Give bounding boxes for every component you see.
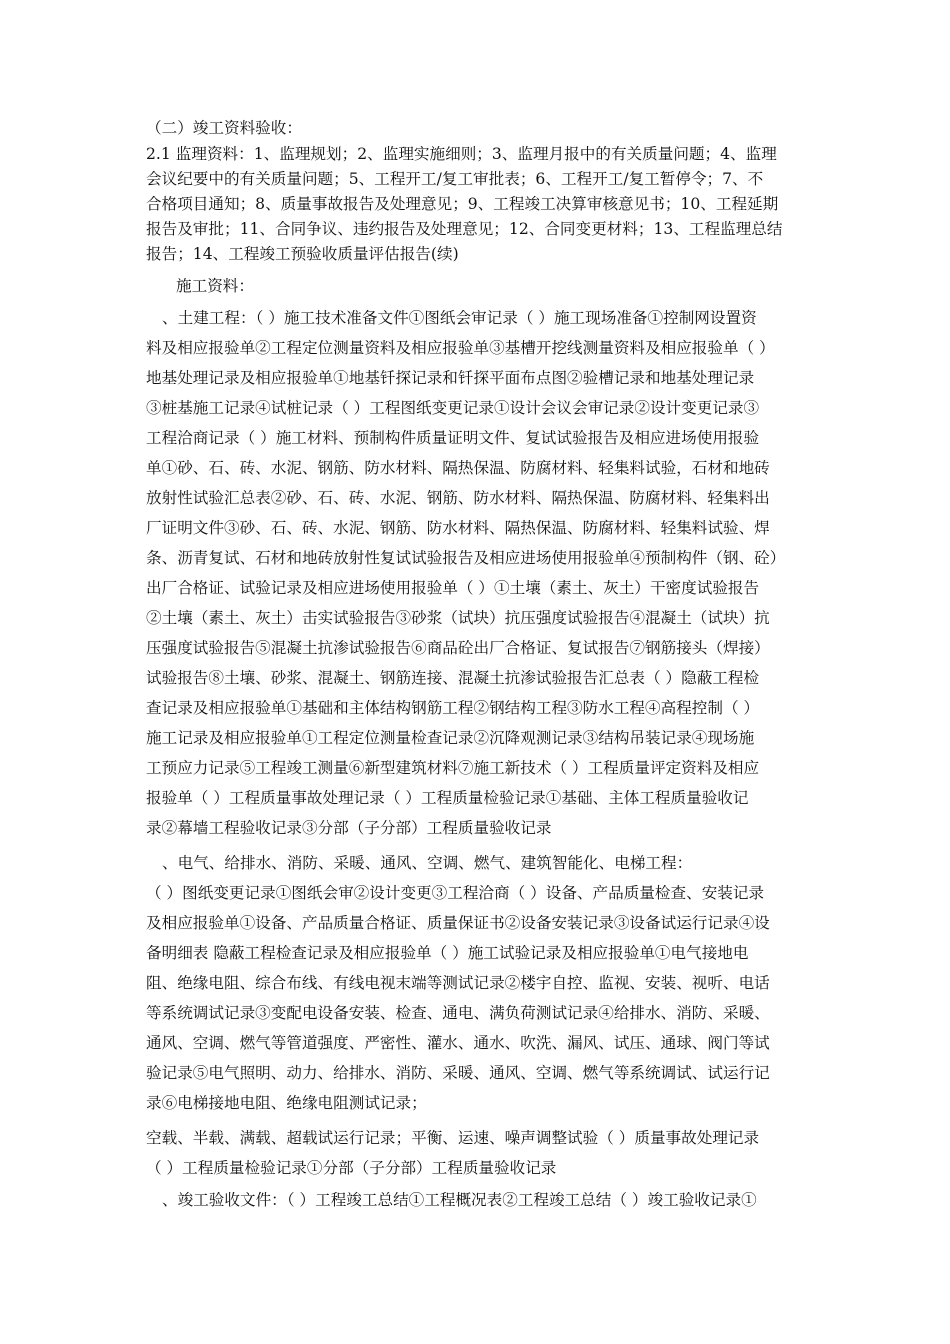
civil-line: 工预应力记录⑤工程竣工测量⑥新型建筑材料⑦施工新技术（ ）工程质量评定资料及相应 xyxy=(146,759,760,777)
electrical-line: （ ）工程质量检验记录①分部（子分部）工程质量验收记录 xyxy=(146,1159,557,1177)
civil-line: ③桩基施工记录④试桩记录（ ）工程图纸变更记录①设计会议会审记录②设计变更记录③ xyxy=(146,399,760,417)
supervision-line: 2.1 监理资料：1、监理规划；2、监理实施细则；3、监理月报中的有关质量问题；4、监理 xyxy=(146,145,777,163)
electrical-line: 验记录⑤电气照明、动力、给排水、消防、采暖、通风、空调、燃气等系统调试、试运行记 xyxy=(146,1064,770,1082)
civil-line: 工程洽商记录（ ）施工材料、预制构件质量证明文件、复试试验报告及相应进场使用报验 xyxy=(146,429,760,447)
electrical-line: （ ）图纸变更记录①图纸会审②设计变更③工程洽商（ ）设备、产品质量检查、安装记录 xyxy=(146,884,765,902)
civil-line: 试验报告⑧土壤、砂浆、混凝土、钢筋连接、混凝土抗渗试验报告汇总表（ ）隐蔽工程检 xyxy=(146,669,760,687)
civil-line: ②土壤（素土、灰土）击实试验报告③砂浆（试块）抗压强度试验报告④混凝土（试块）抗 xyxy=(146,609,770,627)
civil-line: 出厂合格证、试验记录及相应进场使用报验单（ ）①土壤（素土、灰土）干密度试验报告 xyxy=(146,579,760,597)
civil-line: 报验单（ ）工程质量事故处理记录（ ）工程质量检验记录①基础、主体工程质量验收记 xyxy=(146,789,749,807)
civil-line: 放射性试验汇总表②砂、石、砖、水泥、钢筋、防水材料、隔热保温、防腐材料、轻集料出 xyxy=(146,489,770,507)
supervision-line: 合格项目通知；8、质量事故报告及处理意见；9、工程竣工决算审核意见书；10、工程延期 xyxy=(146,195,779,213)
civil-line: 查记录及相应报验单①基础和主体结构钢筋工程②钢结构工程③防水工程④高程控制（ ） xyxy=(146,699,760,717)
section-heading: （二）竣工资料验收： xyxy=(146,119,302,137)
electrical-line: 及相应报验单①设备、产品质量合格证、质量保证书②设备安装记录③设备试运行记录④设 xyxy=(146,914,770,932)
civil-line: 地基处理记录及相应报验单①地基钎探记录和钎探平面布点图②验槽记录和地基处理记录 xyxy=(146,369,755,387)
civil-line: 施工记录及相应报验单①工程定位测量检查记录②沉降观测记录③结构吊装记录④现场施 xyxy=(146,729,755,747)
supervision-line: 报告及审批；11、合同争议、违约报告及处理意见；12、合同变更材料；13、工程监理总结 xyxy=(146,220,783,238)
supervision-line: 报告；14、工程竣工预验收质量评估报告(续) xyxy=(146,245,459,263)
civil-line: 单①砂、石、砖、水泥、钢筋、防水材料、隔热保温、防腐材料、轻集料试验，石材和地砖 xyxy=(146,459,770,477)
completion-line: 、竣工验收文件：（ ）工程竣工总结①工程概况表②工程竣工总结（ ）竣工验收记录① xyxy=(162,1191,757,1209)
civil-line: 、土建工程：（ ）施工技术准备文件①图纸会审记录（ ）施工现场准备①控制网设置资 xyxy=(162,309,757,327)
electrical-line: 录⑥电梯接地电阻、绝缘电阻测试记录； xyxy=(146,1094,427,1112)
electrical-line: 通风、空调、燃气等管道强度、严密性、灌水、通水、吹洗、漏风、试压、通球、阀门等试 xyxy=(146,1034,770,1052)
electrical-line: 阻、绝缘电阻、综合布线、有线电视末端等测试记录②楼宇自控、监视、安装、视听、电话 xyxy=(146,974,770,992)
civil-line: 压强度试验报告⑤混凝土抗渗试验报告⑥商品砼出厂合格证、复试报告⑦钢筋接头（焊接） xyxy=(146,639,770,657)
civil-line: 录②幕墙工程验收记录③分部（子分部）工程质量验收记录 xyxy=(146,819,552,837)
civil-line: 厂证明文件③砂、石、砖、水泥、钢筋、防水材料、隔热保温、防腐材料、轻集料试验、焊 xyxy=(146,519,770,537)
supervision-line: 会议纪要中的有关质量问题；5、工程开工/复工审批表；6、工程开工/复工暂停令；7、不 xyxy=(146,170,764,188)
construction-heading: 施工资料： xyxy=(176,277,254,295)
civil-line: 条、沥青复试、石材和地砖放射性复试试验报告及相应进场使用报验单④预制构件（钢、砼） xyxy=(146,549,786,567)
electrical-line: 等系统调试记录③变配电设备安装、检查、通电、满负荷测试记录④给排水、消防、采暖、 xyxy=(146,1004,770,1022)
electrical-line: 、电气、给排水、消防、采暖、通风、空调、燃气、建筑智能化、电梯工程： xyxy=(162,854,693,872)
electrical-line: 备明细表 隐蔽工程检查记录及相应报验单（ ）施工试验记录及相应报验单①电气接地电 xyxy=(146,944,749,962)
civil-line: 料及相应报验单②工程定位测量资料及相应报验单③基槽开挖线测量资料及相应报验单（ ） xyxy=(146,339,775,357)
electrical-line: 空载、半载、满载、超载试运行记录；平衡、运速、噪声调整试验（ ）质量事故处理记录 xyxy=(146,1129,760,1147)
